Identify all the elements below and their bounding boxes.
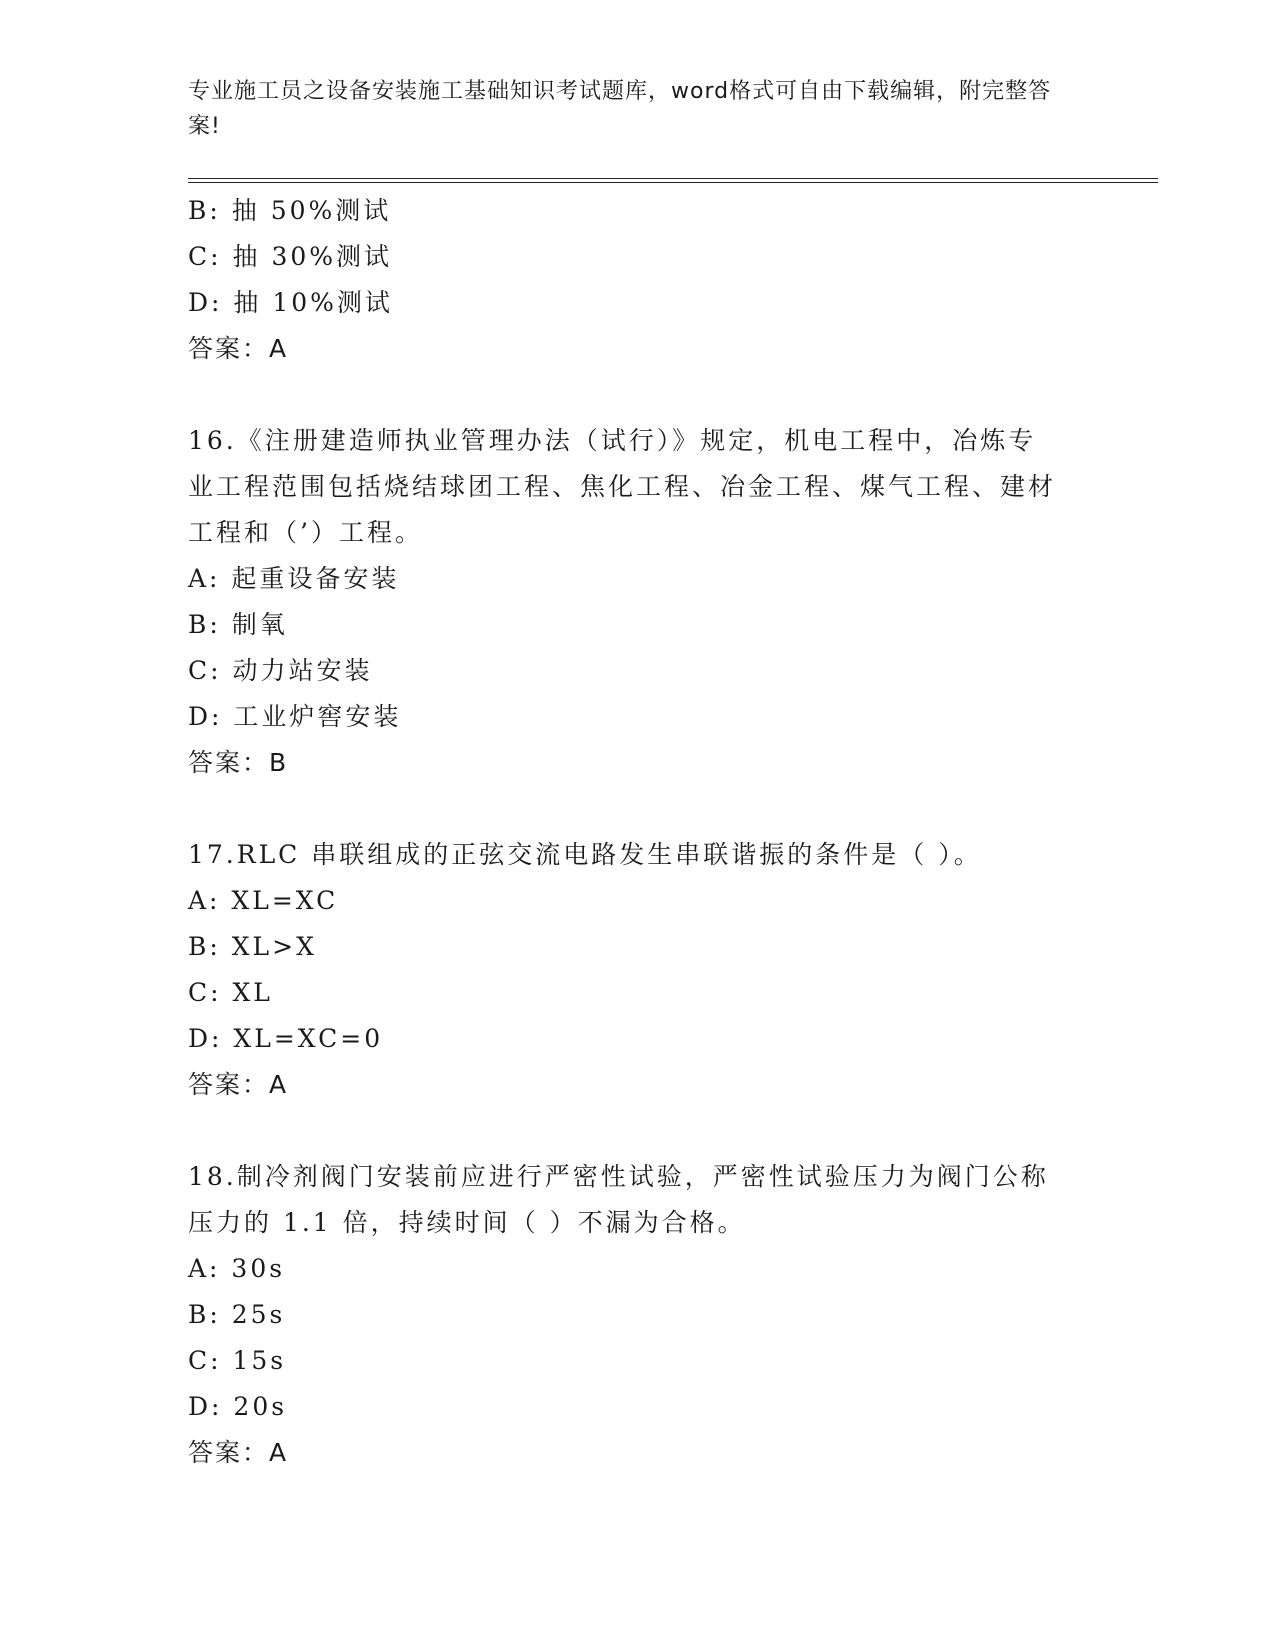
spacer — [188, 372, 1088, 418]
option-b: B: 25s — [188, 1300, 286, 1329]
question-block-18 — [188, 1154, 1088, 1476]
option-c: C: 15s — [188, 1346, 287, 1375]
option-a: A: XL=XC — [188, 886, 339, 915]
option-c: C: XL — [188, 978, 273, 1007]
answer-line: 答案：A — [188, 1438, 289, 1467]
document-header: 专业施工员之设备安装施工基础知识考试题库，word格式可自由下载编辑，附完整答案! — [188, 79, 1052, 139]
option-d: D: 20s — [188, 1392, 288, 1421]
option-b: B: 抽 50%测试 — [188, 196, 392, 225]
spacer — [188, 786, 1088, 832]
answer-line: 答案：A — [188, 334, 289, 363]
option-d: D: XL=XC=0 — [188, 1024, 384, 1053]
question-text: 18.制冷剂阀门安装前应进行严密性试验，严密性试验压力为阀门公称压力的 1.1 倍，持续时间（ ）不漏为合格。 — [188, 1162, 1049, 1237]
option-b: B: XL>X — [188, 932, 317, 961]
question-block-partial — [188, 188, 1088, 372]
question-text: 17.RLC 串联组成的正弦交流电路发生串联谐振的条件是（ ）。 — [188, 840, 982, 869]
answer-line: 答案：A — [188, 1070, 289, 1099]
question-block-17 — [188, 832, 1088, 1108]
question-text: 16.《注册建造师执业管理办法（试行）》规定，机电工程中，冶炼专业工程范围包括烧结球团工程、焦化工程、冶金工程、煤气工程、建材工程和（’）工程。 — [188, 426, 1057, 547]
question-block-16 — [188, 418, 1088, 786]
option-c: C: 抽 30%测试 — [188, 242, 393, 271]
answer-line: 答案：B — [188, 748, 289, 777]
option-b: B: 制氧 — [188, 610, 288, 639]
option-c: C: 动力站安装 — [188, 656, 373, 685]
option-d: D: 抽 10%测试 — [188, 288, 393, 317]
header-divider — [188, 178, 1158, 183]
option-a: A: 30s — [188, 1254, 286, 1283]
spacer — [188, 1108, 1088, 1154]
option-a: A: 起重设备安装 — [188, 564, 400, 593]
option-d: D: 工业炉窖安装 — [188, 702, 402, 731]
question-list — [188, 188, 1088, 1476]
